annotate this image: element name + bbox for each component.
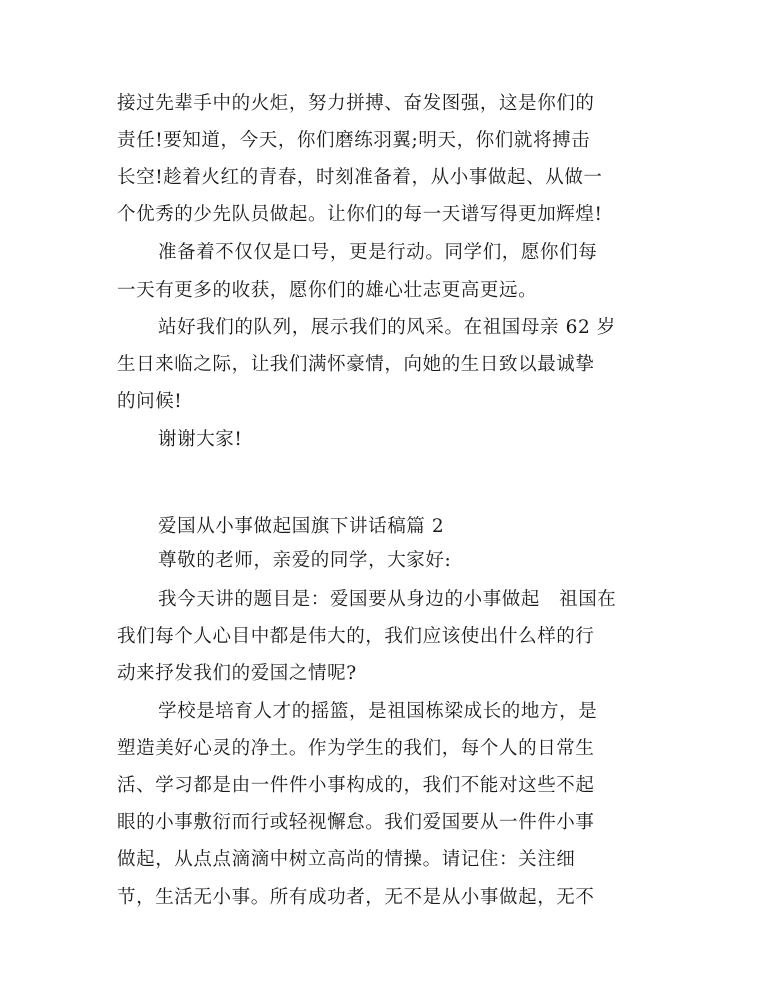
paragraph-line: 站好我们的队列，展示我们的风采。在祖国母亲 62 岁 [158,317,616,338]
paragraph-line: 谢谢大家! [158,429,243,450]
paragraph-line: 我今天讲的题目是：爱国要从身边的小事做起 祖国在 [158,589,617,610]
paragraph-line: 准备着不仅仅是口号，更是行动。同学们，愿你们每 [158,242,598,263]
paragraph-line: 学校是培育人才的摇篮，是祖国栋梁成长的地方，是 [158,701,598,722]
paragraph-line: 生日来临之际，让我们满怀豪情，向她的生日致以最诚挚 [117,354,595,375]
paragraph-line: 节，生活无小事。所有成功者，无不是从小事做起，无不 [117,887,595,908]
paragraph-line: 我们每个人心目中都是伟大的，我们应该使出什么样的行 [117,626,595,647]
paragraph-line: 做起，从点点滴滴中树立高尚的情操。请记住：关注细 [117,849,576,870]
section-heading: 爱国从小事做起国旗下讲话稿篇 2 [158,516,445,537]
paragraph-line: 动来抒发我们的爱国之情呢? [117,663,357,684]
paragraph-line: 的问候! [117,391,183,412]
paragraph-line: 个优秀的少先队员做起。让你们的每一天谱写得更加辉煌! [117,204,603,225]
paragraph-line: 眼的小事敷衍而行或轻视懈怠。我们爱国要从一件件小事 [117,812,595,833]
paragraph-line: 一天有更多的收获，愿你们的雄心壮志更高更远。 [117,280,538,301]
paragraph-line: 活、学习都是由一件件小事构成的，我们不能对这些不起 [117,775,595,796]
paragraph-line: 长空!趁着火红的青春，时刻准备着，从小事做起、从做一 [117,167,603,188]
paragraph-line: 尊敬的老师，亲爱的同学，大家好: [158,550,452,571]
paragraph-line: 接过先辈手中的火炬，努力拼搏、奋发图强，这是你们的 [117,93,595,114]
paragraph-line: 责任!要知道，今天，你们磨练羽翼;明天，你们就将搏击 [117,130,591,151]
paragraph-line: 塑造美好心灵的净土。作为学生的我们，每个人的日常生 [117,738,595,759]
